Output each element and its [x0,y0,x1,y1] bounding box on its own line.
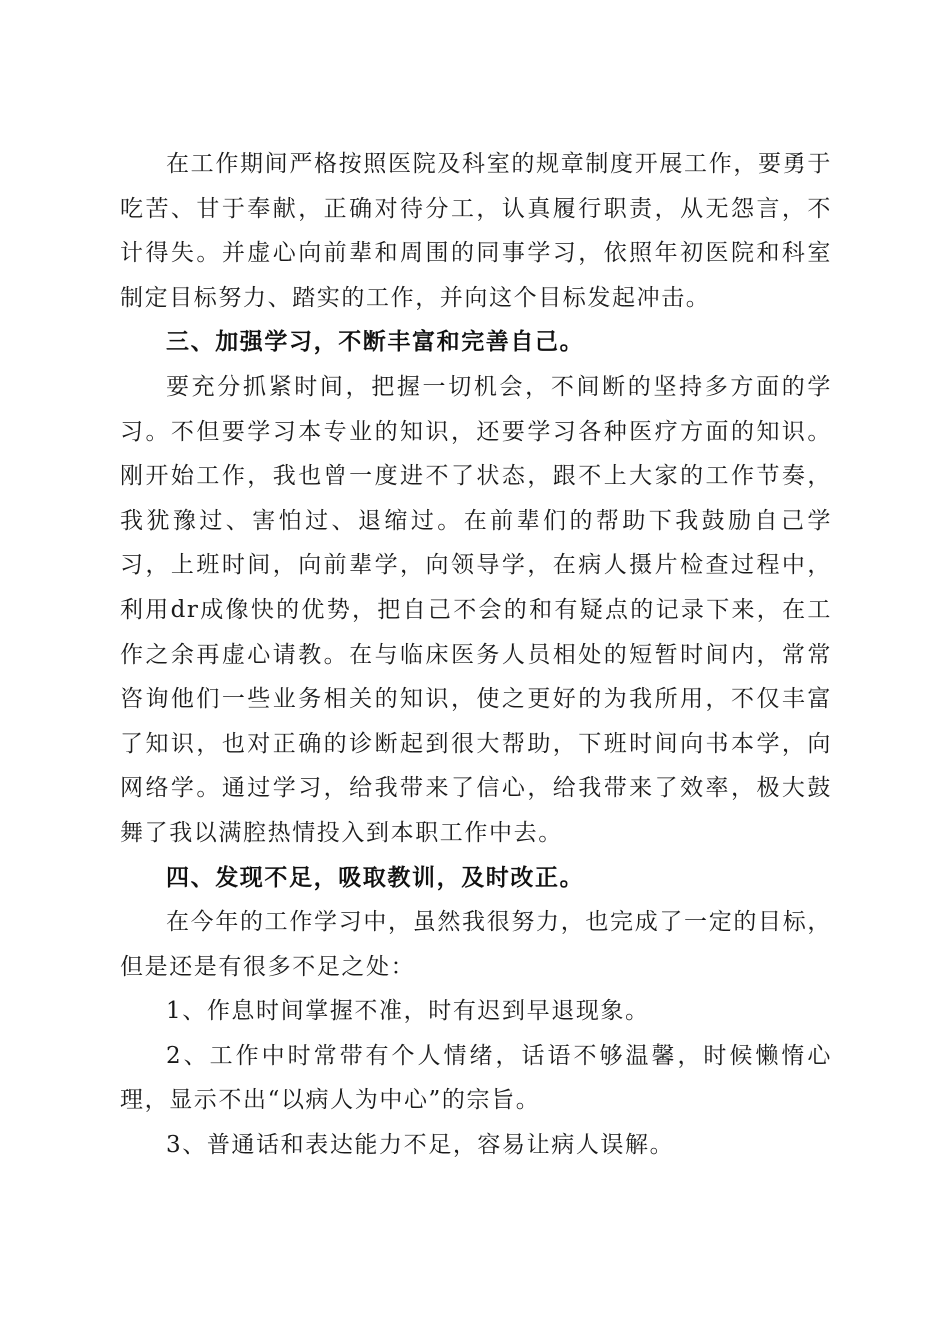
list-item-shortcoming-2: 2、工作中时常带有个人情绪，话语不够温馨，时候懒惰心理，显示不出“以病人为中心”的宗旨。 [120,1042,832,1114]
paragraph-work-discipline: 在工作期间严格按照医院及科室的规章制度开展工作，要勇于吃苦、甘于奉献，正确对待分工，认真履行职责，从无怨言，不计得失。并虚心向前辈和周围的同事学习，依照年初医院和科室制定目标努力、踏实的工作，并向这个目标发起冲击。 [120,151,832,311]
paragraph-shortcomings-intro: 在今年的工作学习中，虽然我很努力，也完成了一定的目标，但是还是有很多不足之处： [120,909,832,980]
list-item-shortcoming-1: 1、作息时间掌握不准，时有迟到早退现象。 [166,998,650,1025]
heading-section-four: 四、发现不足，吸取教训，及时改正。 [166,864,585,891]
document-body [120,142,832,1168]
heading-section-three: 三、加强学习，不断丰富和完善自己。 [166,329,585,356]
paragraph-learning: 要充分抓紧时间，把握一切机会，不间断的坚持多方面的学习。不但要学习本专业的知识，还要学习各种医疗方面的知识。刚开始工作，我也曾一度进不了状态，跟不上大家的工作节奏，我犹豫过、害怕过、退缩过。在前辈们的帮助下我鼓励自己学习，上班时间，向前辈学，向领导学，在病人摄片检查过程中，利用dr成像快的优势，把自己不会的和有疑点的记录下来，在工作之余再虚心请教。在与临床医务人员相处的短暂时间内，常常咨询他们一些业务相关的知识，使之更好的为我所用，不仅丰富了知识，也对正确的诊断起到很大帮助，下班时间向书本学，向网络学。通过学习，给我带来了信心，给我带来了效率，极大鼓舞了我以满腔热情投入到本职工作中去。 [120,373,832,846]
list-item-shortcoming-3: 3、普通话和表达能力不足，容易让病人误解。 [166,1132,675,1159]
